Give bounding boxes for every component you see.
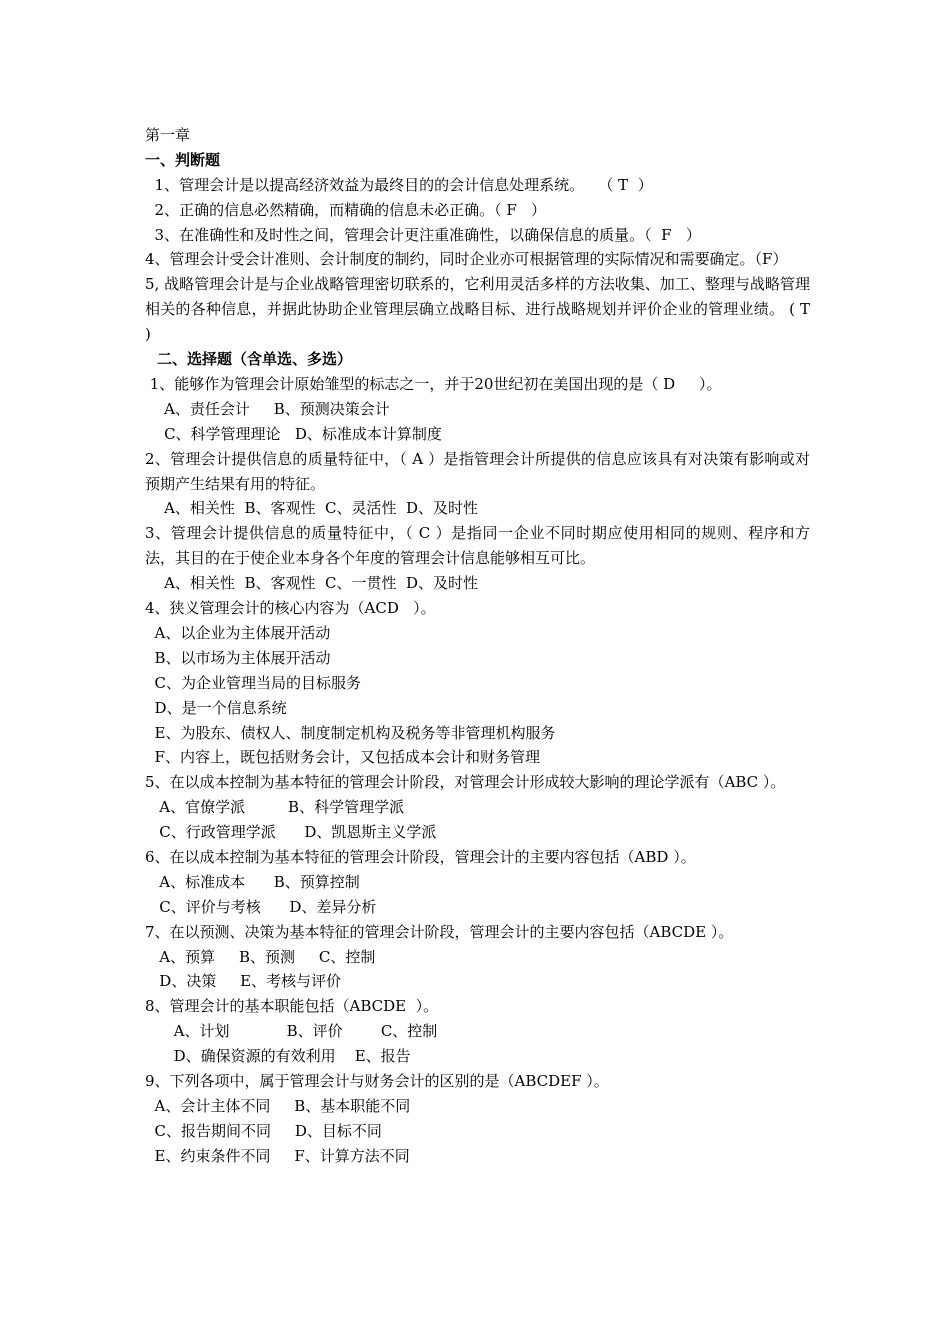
choice-option: A、以企业为主体展开活动 xyxy=(145,623,331,642)
choice-question-4: 4、狭义管理会计的核心内容为（ACD ）。 xyxy=(145,599,436,618)
choice-options: A、计划 B、评价 C、控制 xyxy=(145,1022,438,1041)
choice-options: A、相关性 B、客观性 C、灵活性 D、及时性 xyxy=(145,499,479,518)
tf-question-5: 5, 战略管理会计是与企业战略管理密切联系的，它利用灵活多样的方法收集、加工、整理与战略管理相关的各种信息，并据此协助企业管理层确立战略目标、进行战略规划并评价企业的管理业绩。 ( T ) xyxy=(145,275,810,344)
tf-question-3: 3、在准确性和及时性之间，管理会计更注重准确性，以确保信息的质量。（ F ） xyxy=(145,225,701,244)
choice-question-8: 8、管理会计的基本职能包括（ABCDE ）。 xyxy=(145,997,439,1016)
choice-options: C、科学管理理论 D、标准成本计算制度 xyxy=(145,424,442,443)
section-choice-heading: 二、选择题（含单选、多选） xyxy=(157,350,353,369)
choice-question-3: 3、管理会计提供信息的质量特征中，（ C ）是指同一企业不同时期应使用相同的规则、程序和方法，其目的在于使企业本身各个年度的管理会计信息能够相互可比。 xyxy=(145,524,810,568)
choice-options: D、决策 E、考核与评价 xyxy=(145,972,342,991)
choice-options: A、相关性 B、客观性 C、一贯性 D、及时性 xyxy=(145,574,479,593)
choice-question-2: 2、管理会计提供信息的质量特征中，（ A ）是指管理会计所提供的信息应该具有对决策有影响或对预期产生结果有用的特征。 xyxy=(145,449,810,493)
choice-options: C、行政管理学派 D、凯恩斯主义学派 xyxy=(145,823,437,842)
section-true-false-heading: 一、判断题 xyxy=(145,150,221,169)
document-page xyxy=(145,123,810,1169)
choice-options: A、预算 B、预测 C、控制 xyxy=(145,947,376,966)
choice-option: D、是一个信息系统 xyxy=(145,698,287,717)
choice-option: F、内容上，既包括财务会计，又包括成本会计和财务管理 xyxy=(145,748,540,767)
choice-options: C、评价与考核 D、差异分析 xyxy=(145,897,377,916)
choice-options: E、约束条件不同 F、计算方法不同 xyxy=(145,1146,410,1165)
tf-question-2: 2、正确的信息必然精确，而精确的信息未必正确。（ F ） xyxy=(145,200,547,219)
tf-question-4: 4、管理会计受会计准则、会计制度的制约，同时企业亦可根据管理的实际情况和需要确定。（F） xyxy=(145,250,788,269)
choice-question-7: 7、在以预测、决策为基本特征的管理会计阶段，管理会计的主要内容包括（ABCDE ）。 xyxy=(145,922,734,941)
choice-question-9: 9、下列各项中，属于管理会计与财务会计的区别的是（ABCDEF ）。 xyxy=(145,1071,609,1090)
tf-question-1: 1、管理会计是以提高经济效益为最终目的的会计信息处理系统。 （ T ） xyxy=(145,175,653,194)
chapter-heading: 第一章 xyxy=(145,126,191,144)
choice-question-5: 5、在以成本控制为基本特征的管理会计阶段，对管理会计形成较大影响的理论学派有（ABC ）。 xyxy=(145,773,786,792)
choice-options: A、官僚学派 B、科学管理学派 xyxy=(145,798,405,817)
choice-options: D、确保资源的有效利用 E、报告 xyxy=(145,1047,411,1066)
choice-options: A、会计主体不同 B、基本职能不同 xyxy=(145,1096,411,1115)
choice-option: E、为股东、债权人、制度制定机构及税务等非管理机构服务 xyxy=(145,723,556,742)
choice-options: A、标准成本 B、预算控制 xyxy=(145,872,360,891)
choice-question-6: 6、在以成本控制为基本特征的管理会计阶段，管理会计的主要内容包括（ABD ）。 xyxy=(145,847,696,866)
choice-options: A、责任会计 B、预测决策会计 xyxy=(145,399,390,418)
choice-options: C、报告期间不同 D、目标不同 xyxy=(145,1121,382,1140)
choice-option: C、为企业管理当局的目标服务 xyxy=(145,673,362,692)
choice-option: B、以市场为主体展开活动 xyxy=(145,648,331,667)
choice-question-1: 1、能够作为管理会计原始雏型的标志之一，并于20世纪初在美国出现的是（ D ）。 xyxy=(145,374,722,393)
